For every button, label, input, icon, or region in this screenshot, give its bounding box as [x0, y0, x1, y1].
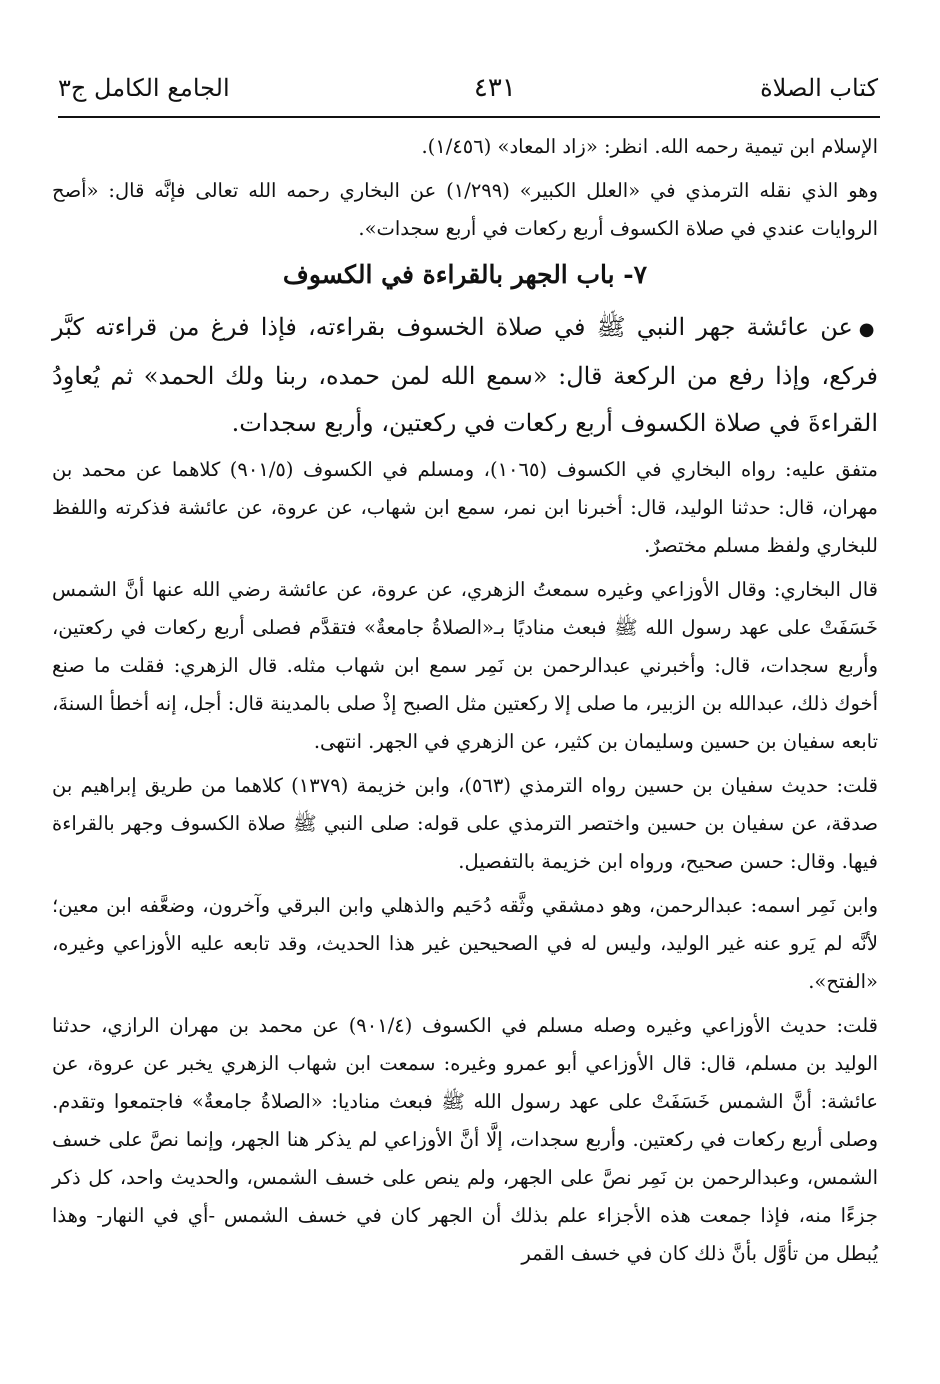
- page-body: [52, 128, 878, 1273]
- book-title: كتاب الصلاة: [760, 74, 878, 102]
- bullet-icon: ●: [858, 319, 878, 340]
- hadith-text-block: [52, 304, 878, 447]
- header-rule: [58, 116, 880, 118]
- section-heading: ٧- باب الجهر بالقراءة في الكسوف: [282, 260, 648, 289]
- paragraph: قال البخاري: وقال الأوزاعي وغيره سمعتُ الزهري، عن عروة، عن عائشة رضي الله عنها أنَّ الشمس خَسَفَتْ على عهد رسول الله ﷺ فبعث مناديًا بـ«الصلاةُ جامعةٌ» فتقدَّم فصلى أربع ركعات في ركعتين، وأربع سجدات، قال: وأخبرني عبدالرحمن بن نَمِر سمع ابن شهاب مثله. قال الزهري: فقلت ما صنع أخوك ذلك، عبدالله بن الزبير، ما صلى إلا ركعتين مثل الصبح إذْ صلى بالمدينة قال: أجل، إنه أخطأ السنةَ، تابعه سفيان بن حسين وسليمان بن كثير، عن الزهري في الجهر. انتهى.: [52, 578, 878, 753]
- paragraph: قلت: حديث سفيان بن حسين رواه الترمذي (٥٦٣)، وابن خزيمة (١٣٧٩) كلاهما من طريق إبراهيم بن صدقة، عن سفيان بن حسين واختصر الترمذي على قوله: صلى النبي ﷺ صلاة الكسوف وجهر بالقراءة فيها. وقال: حسن صحيح، ورواه ابن خزيمة بالتفصيل.: [52, 774, 878, 873]
- paragraph: متفق عليه: رواه البخاري في الكسوف (١٠٦٥)، ومسلم في الكسوف (٩٠١/٥) كلاهما عن محمد بن مهران، قال: حدثنا الوليد، قال: أخبرنا ابن نمر، سمع ابن شهاب، عن عروة، عن عائشة فذكرته واللفظ للبخاري ولفظ مسلم مختصرٌ.: [52, 458, 878, 557]
- paragraph: قلت: حديث الأوزاعي وغيره وصله مسلم في الكسوف (٩٠١/٤) عن محمد بن مهران الرازي، حدثنا الوليد بن مسلم، قال: قال الأوزاعي أبو عمرو وغيره: سمعت ابن شهاب الزهري يخبر عن عروة، عن عائشة: أنَّ الشمس خَسَفَتْ على عهد رسول الله ﷺ فبعث مناديا: «الصلاةُ جامعةٌ» فاجتمعوا وتقدم. وصلى أربع ركعات في ركعتين. وأربع سجدات، إلَّا أنَّ الأوزاعي لم يذكر هنا الجهر، وإنما نصَّ على خسف الشمس، وعبدالرحمن بن نَمِر نصَّ على الجهر، ولم ينص على خسف الشمس، والحديث واحد، كل ذكر جزءًا منه، فإذا جمعت هذه الأجزاء علم بذلك أن الجهر كان في خسف الشمس -أي في النهار- وهذا يُبطل من تأوَّل بأنَّ ذلك كان في خسف القمر: [52, 1014, 878, 1265]
- page-number: ٤٣١: [473, 73, 516, 103]
- paragraph: الإسلام ابن تيمية رحمه الله. انظر: «زاد المعاد» (١/٤٥٦).: [421, 135, 878, 158]
- paragraph: وابن نَمِر اسمه: عبدالرحمن، وهو دمشقي وثَّقه دُحَيم والذهلي وابن البرقي وآخرون، وضعَّفه ابن معين؛ لأنَّه لم يَرو عنه غير الوليد، وليس له في الصحيحين غير هذا الحديث، وقد تابعه عليه الأوزاعي وغيره، «الفتح».: [52, 894, 878, 993]
- running-title: الجامع الكامل ج٣: [58, 74, 230, 102]
- paragraph: وهو الذي نقله الترمذي في «العلل الكبير» (١/٢٩٩) عن البخاري رحمه الله تعالى فإنَّه قال: «أصح الروايات عندي في صلاة الكسوف أربع ركعات في أربع سجدات».: [52, 179, 878, 240]
- hadith-text: عن عائشة جهر النبي ﷺ في صلاة الخسوف بقراءته، فإذا فرغ من قراءته كبَّر فركع، وإذا رفع من الركعة قال: «سمع الله لمن حمده، ربنا ولك الحمد» ثم يُعاوِدُ القراءةَ في صلاة الكسوف أربع ركعات في ركعتين، وأربع سجدات.: [52, 313, 879, 437]
- page-header: [58, 66, 878, 110]
